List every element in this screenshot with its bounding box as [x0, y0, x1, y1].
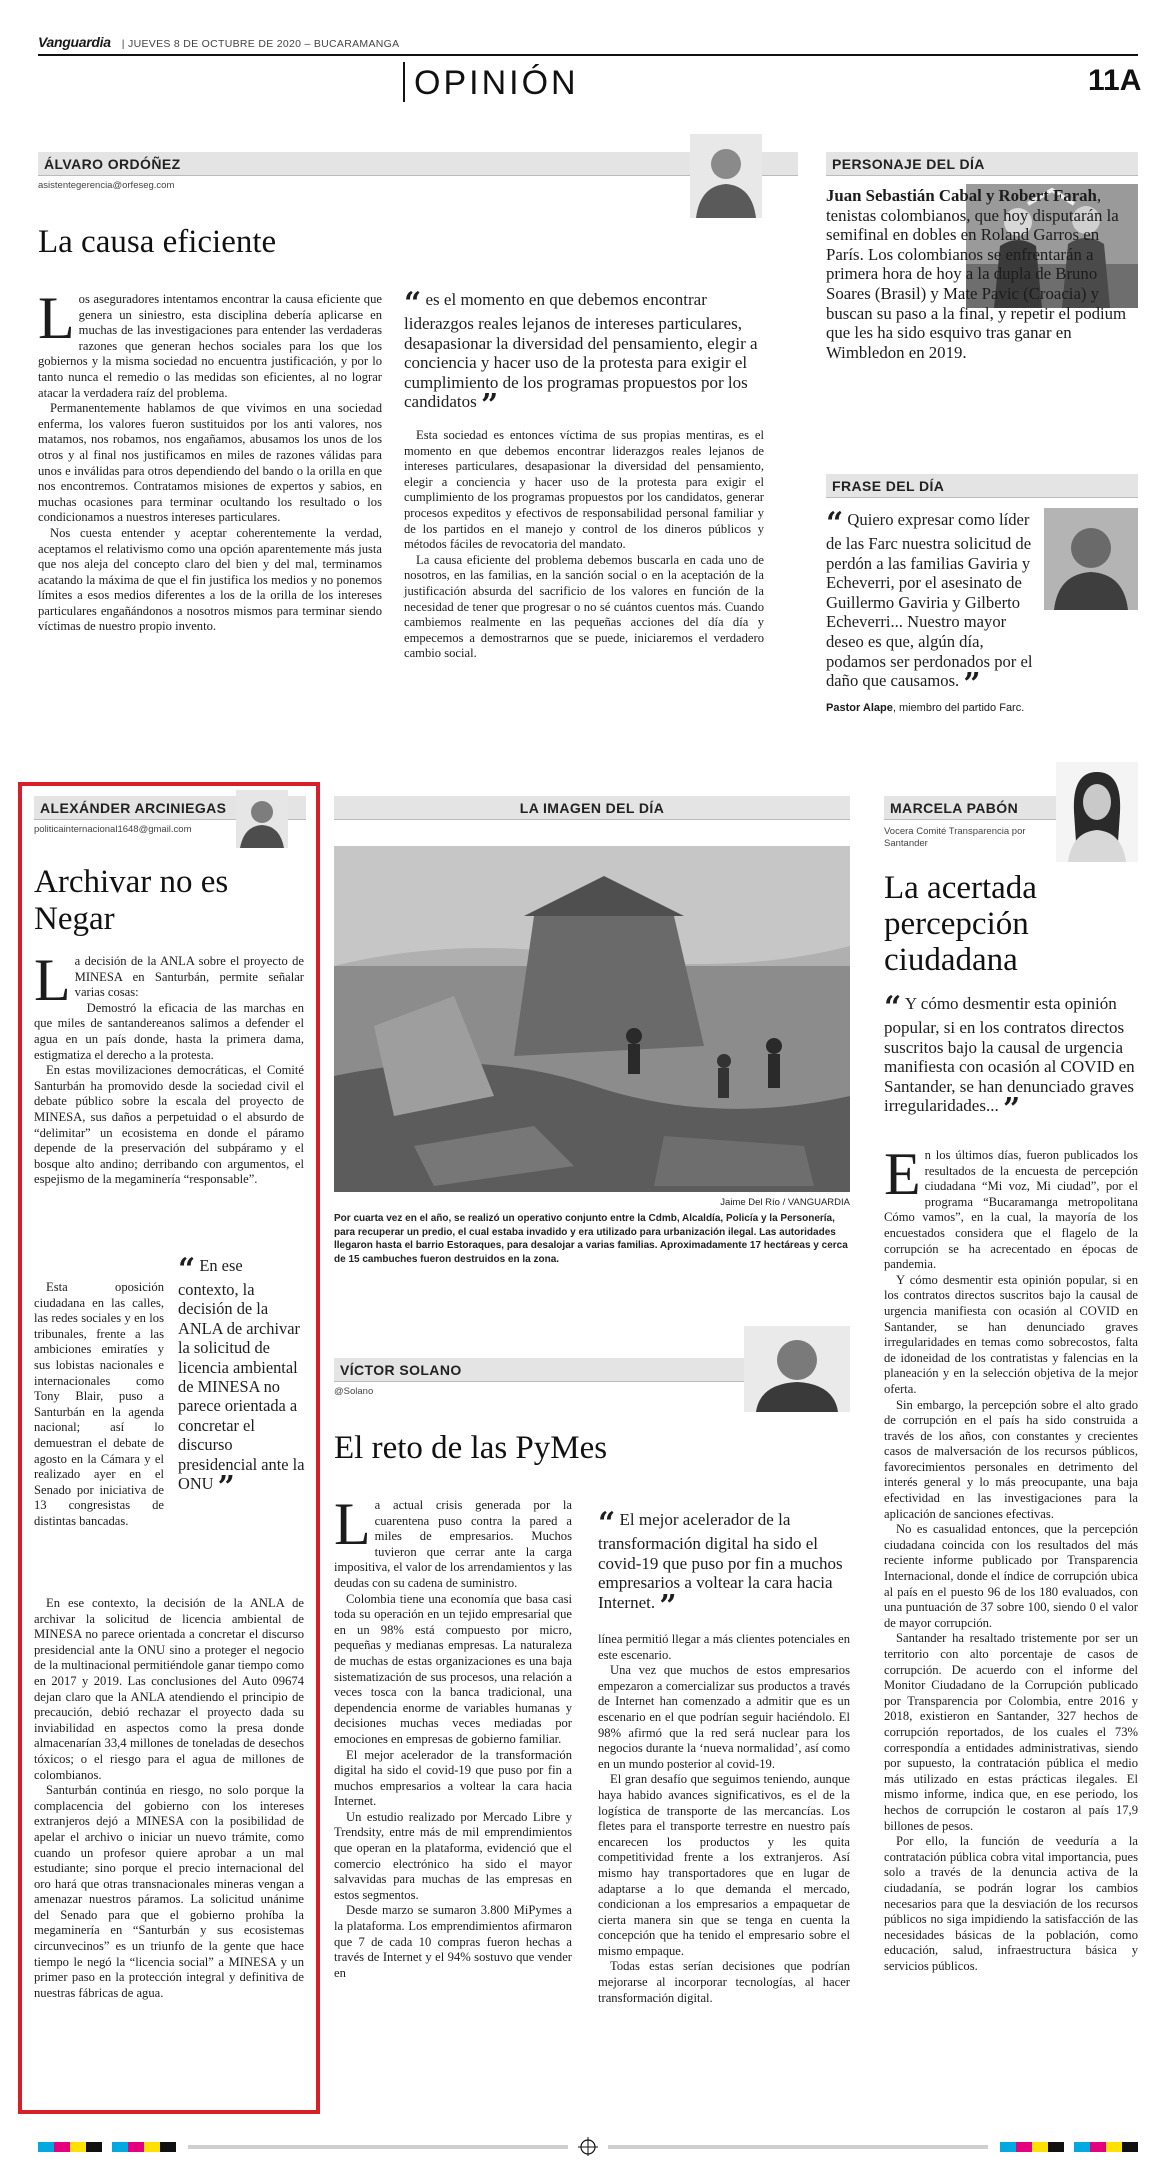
paragraph: En los últimos días, fueron publicados los resultados de la encuesta de percepción ciudadana “Mi voz, Mi ciudad”, por el programa “Bucaramanga metropolitana Cómo vamos”, en la cual, la mayoría de los encuestados considera que el flagelo de la corrupción se ha acrecentado en épocas de pandemia.: [884, 1141, 1138, 1272]
personaje-names: Juan Sebastián Cabal y Robert Farah: [826, 186, 1097, 205]
frase-photo: [1044, 508, 1138, 610]
pullquote-text: es el momento en que debemos encontrar liderazgos reales lejanos de intereses particulares, desapasionar la diversidad del pensamiento, elegir a conciencia y hacer uso de la protesta para exigir el cumplimiento de los programas propuestos por los candidatos: [404, 290, 758, 411]
author-tab-alvaro: [38, 152, 798, 176]
paragraph: Por ello, la función de veeduría a la contratación pública cobra vital importancia, pues solo a través de la denuncia activa de la ciudadanía, se podrán lograr los cambios necesarios para que la desviación de los recursos públicos no siga impidiendo la satisfacción de las necesidades básicas de la población, como educación, salud, infraestructura básica y servicios públicos.: [884, 1834, 1138, 1973]
headline-victor: El reto de las PyMes: [334, 1430, 608, 1466]
headline-alvaro: La causa eficiente: [38, 224, 277, 260]
photo-credit: Jaime Del Río / VANGUARDIA: [720, 1197, 850, 1208]
frase-quote: [826, 506, 1040, 703]
paragraph: En ese contexto, la decisión de la ANLA de archivar la solicitud de licencia ambiental de MINESA no parece orientada a concretar el discurso presidencial ante la ONU sino a proteger el negocio de la multinacional permitiéndole ganar tiempo como en 2017 y 2019. Las conclusiones del Auto 09674 dejan claro que la ANLA atendiendo el principio de precaución, debió rechazar el proyecto dada su inviabilidad en aspectos como la presa donde almacenarían 33,4 millones de toneladas de desechos tóxicos; o el riesgo para el agua de millones de colombianos.: [34, 1596, 304, 1782]
paragraph: Colombia tiene una economía que basa casi toda su operación en un tejido empresarial que en un 98% está compuesto por micro, pequeñas y medianas empresas. La naturaleza de muchas de estas organizaciones es una baja sistematización de sus procesos, una relación a veces tosca con la banca tradicional, una dependencia enorme de variables humanas y decisiones muchas veces mediadas por emociones en empresas de gobierno familiar.: [334, 1591, 572, 1746]
paragraph: Santurbán continúa en riesgo, no solo porque la complacencia del gobierno con los intereses extranjeros dejó a MINESA con la posibilidad de apelar el archivo o iniciar un nuevo trámite, como cuando un profesor quiere aprobar a un mal estudiante; sino porque el precio internacional del oro hará que otras transnacionales mineras vengan a amenazar nuestros páramos. La solicitud unánime del Senado para que el gobierno prohíba la megaminería en “Santurbán y sus ecosistemas circunvecinos” es un triunfo de la gente que hace tiempo le negó la “licencia social” a MINESA y un primer paso en la protección integral y definitiva de nuestras fábricas de agua.: [34, 1783, 304, 2000]
author-name: VÍCTOR SOLANO: [340, 1362, 462, 1378]
author-role: Vocera Comité Transparencia por Santander: [884, 826, 1026, 849]
photo-caption: Por cuarta vez en el año, se realizó un operativo conjunto entre la Cdmb, Alcaldía, Policía y la Personería, para recuperar un predio, el cual estaba invadido y era utilizado para urbanización ilegal. Las autoridades llegaron hasta el barrio Estoraques, para desalojar a varias familias. Aproximadamente 17 hectáreas y cerca de 15 cambuches fueron destruidos en la zona.: [334, 1213, 848, 1265]
article-alexander-narrow: [34, 1280, 164, 1530]
author-photo-marcela: [1056, 762, 1138, 862]
author-photo-alexander: [236, 790, 288, 848]
tab-label: PERSONAJE DEL DÍA: [832, 156, 985, 172]
demolition-scene-photo-icon: [334, 846, 850, 1192]
author-photo-alvaro: [690, 134, 762, 218]
pullquote-text: En ese contexto, la decisión de la ANLA de archivar la solicitud de licencia ambiental de MINESA no parece orientada a concretar el discurso presidencial ante la ONU: [178, 1256, 305, 1494]
frase-quote-text: Quiero expresar como líder de las Farc nuestra solicitud de perdón a las familias Gaviria y Echeverri, por el asesinato de Guillermo Gaviria y Gilberto Echeverri... Nuestro mayor deseo es que, algún día, podamos ser perdonados por el daño que causamos.: [826, 510, 1033, 691]
close-quote-icon: ”: [659, 1588, 677, 1624]
paragraph: La actual crisis generada por la cuarentena puso contra la pared a miles de empresarios. Muchos tuvieron que cerrar ante la carga impositiva, el valor de los arrendamientos y las deudas con su cadena de suministro.: [334, 1491, 572, 1590]
pullquote-text: Y cómo desmentir esta opinión popular, si en los contratos directos suscritos bajo la causal de urgencia manifiesta con ocasión al COVID en Santander, se han denunciado graves irregularidades...: [884, 994, 1135, 1116]
article-marcela: [884, 1141, 1138, 1974]
portrait-icon: [690, 134, 762, 218]
headline-marcela: La acertada percepción ciudadana: [884, 870, 1037, 978]
pullquote-alexander: [178, 1252, 306, 1506]
section-divider: [403, 62, 405, 102]
paragraph: Nos cuesta entender y aceptar coherentemente la verdad, aceptamos el relativismo como una opción aparentemente más justa que nos aleja del concepto claro del bien y del mal, terminamos acatando la máxima de que el fin justifica los medios y no ponemos límites a esos medios diferentes a los de la orilla de los intereses particulares engañándonos a nosotros mismos para terminar siendo víctimas de nuestro propio invento.: [38, 525, 382, 634]
paragraph: No es casualidad entonces, que la percepción ciudadana coincida con los resultados del más reciente informe publicado por Transparencia Internacional, donde el índice de corrupción ubica al país en el puesto 96 de los 180 evaluados, con una puntuación de 37 sobre 100, siendo 0 el valor de mayor corrupción.: [884, 1522, 1138, 1630]
paragraph: Demostró la eficacia de las marchas en que miles de santandereanos salimos a defender el agua en un país donde, hasta la primera dama, estigmatiza el derecho a la protesta.: [34, 1000, 304, 1062]
article-alvaro-col1: [38, 285, 382, 635]
article-alvaro-col2: [404, 428, 764, 662]
article-victor-col1: [334, 1491, 572, 1981]
paragraph: Esta sociedad es entonces víctima de sus propias mentiras, es el momento en que debemos encontrar liderazgos reales lejanos de intereses particulares, desapasionar la diversidad del pensamiento, elegir a conciencia y hacer uso de la protesta para exigir el cumplimiento de los programas propuestos por los candidatos, generar procesos expeditos y efectivos de responsabilidad personal familiar y de los partidos en el manejo y control de los dineros públicos y métodos fáciles de revocatoria del mandato.: [404, 428, 764, 552]
portrait-icon: [744, 1326, 850, 1412]
article-alexander-bottom: [34, 1596, 304, 2001]
paragraph: Un estudio realizado por Mercado Libre y Trendsity, entre más de mil emprendimientos que operan en la plataforma, evidenció que el comercio electrónico ha sido el mayor salvavidas para muchas de las empresas en estos segmentos.: [334, 1809, 572, 1902]
paragraph: Esta oposición ciudadana en las calles, las redes sociales y en los tribunales, frente a las ambiciones emiratíes y sus lobistas nacionales e internacionales como Tony Blair, puso a Santurbán en la agenda nacional; así lo demuestran el debate de agosto en la Cámara y el realizado ayer en el Senado por iniciativa de 13 congresistas de distintas bancadas.: [34, 1280, 164, 1528]
author-tab-marcela: [884, 796, 1064, 820]
tab-label: FRASE DEL DÍA: [832, 478, 945, 494]
tab-personaje: [826, 152, 1138, 176]
paragraph: Santander ha resaltado tristemente por ser un territorio con alto porcentaje de casos de corrupción. De acuerdo con el informe del Monitor Ciudadano de la Corrupción publicado por Transparencia por Colombia, entre 2016 y 2018, existieron en Santander, 327 hechos de corrupción reportados, de los cuales el 73% correspondía a entidades administrativas, siendo por supuesto, la contratación pública el medio más utilizado en estas prácticas ilegales. El mismo informe, indica que, en ese periodo, los hechos de corrupción le costaron al país 17,9 billones de pesos.: [884, 1631, 1138, 1833]
color-bars-icon: [38, 2134, 1138, 2156]
author-name: ÁLVARO ORDÓÑEZ: [44, 156, 181, 172]
open-quote-icon: “: [826, 506, 844, 541]
masthead: [38, 34, 1138, 54]
author-name: MARCELA PABÓN: [890, 800, 1019, 816]
photo-of-the-day: [334, 846, 850, 1192]
print-registration-strip: [38, 2134, 1138, 2156]
author-photo-victor: [744, 1326, 850, 1412]
tab-label: LA IMAGEN DEL DÍA: [519, 800, 665, 816]
tab-frase: [826, 474, 1138, 498]
author-tab-victor: [334, 1358, 754, 1382]
pullquote-text: El mejor acelerador de la transformación digital ha sido el covid-19 que puso por fin a muchos empresarios a voltear la cara hacia Internet.: [598, 1510, 843, 1612]
paragraph: El gran desafío que seguimos teniendo, aunque haya habido avances significativos, es el de la logística de transporte de las mercancías. Los fletes para el transporte terrestre en nuestro país encarecen los productos y les quita competitividad frente a los extranjeros. Así mismo hay transportadores que en lugar de adaptarse a lo que demanda el mercado, condicionan a los empresarios a empaquetar de cierta manera sin que se tenga en cuenta la concepción que ha tenido el empresario sobre el mismo empaque.: [598, 1772, 850, 1958]
section-title: OPINIÓN: [414, 64, 579, 102]
personaje-text: [826, 186, 1138, 362]
paragraph: La decisión de la ANLA sobre el proyecto de MINESA en Santurbán, permite señalar varias cosas:: [34, 947, 304, 1013]
paragraph: Permanentemente hablamos de que vivimos en una sociedad enferma, los valores fueron sustituidos por los anti valores, nos matamos, nos robamos, nos engañamos, abusamos los unos de los otros y al final nos justificamos en miles de razones válidas para unos e inválidas para otros dependiendo del bando o la orilla en que nos encontremos. Contratamos misiones de expertos y sabios, en muchas ocasiones para terminar ocultando los resultado o los condicionamos a nuestros intereses particulares.: [38, 401, 382, 525]
portrait-icon: [236, 790, 288, 848]
author-email: politicainternacional1648@gmail.com: [34, 824, 192, 835]
open-quote-icon: “: [884, 990, 902, 1025]
paragraph: Una vez que muchos de estos empresarios empezaron a comercializar sus productos a través de Internet han comenzado a admitir que es un escenario en el que podrían seguir haciéndolo. El 98% afirmó que la red será nuclear para los negocios durante la ‘nueva normalidad’, así como en un mundo posterior al covid-19.: [598, 1663, 850, 1771]
frase-author: Pastor Alape: [826, 702, 893, 714]
article-victor-col2: [598, 1632, 850, 2006]
page-number: 11A: [1088, 64, 1142, 97]
header-rule: [38, 54, 1138, 56]
close-quote-icon: ”: [480, 388, 499, 423]
pullquote-alvaro: [404, 286, 764, 423]
open-quote-icon: “: [404, 286, 422, 321]
frase-role: , miembro del partido Farc.: [892, 702, 1025, 714]
article-alexander-top: [34, 947, 304, 1188]
author-handle: @Solano: [334, 1386, 374, 1397]
paragraph: Todas estas serían decisiones que podrían mejorarse al incorporar tecnologías, al hacer transformación digital.: [598, 1959, 850, 2005]
frase-attribution: [826, 702, 1138, 714]
close-quote-icon: ”: [963, 667, 981, 703]
open-quote-icon: “: [178, 1252, 196, 1287]
portrait-icon: [1056, 762, 1138, 862]
author-email: asistentegerencia@orfeseg.com: [38, 180, 175, 191]
headline-alexander: Archivar no es Negar: [34, 864, 229, 937]
paragraph: Los aseguradores intentamos encontrar la causa eficiente que genera un siniestro, esta disciplina debería aplicarse en muchas de las investigaciones para entender las verdaderas razones que generan hechos sociales para los que los gobiernos y la misma sociedad no encuentra justificación, y por lo tanto nunca el remedio o las medidas son eficientes, al no lograr atacar la verdadera raíz del problema.: [38, 285, 382, 400]
paragraph: Y cómo desmentir esta opinión popular, si en los contratos directos suscritos bajo la causal de urgencia manifiesta con ocasión al COVID en Santander, se han denunciado graves irregularidades en temas como sobrecostos, falta de idoneidad de los contratistas y falencias en la planeación y en la selección objetiva de la mejor oferta.: [884, 1272, 1138, 1396]
pullquote-victor: [598, 1506, 850, 1624]
tab-imagen: [334, 796, 850, 820]
pullquote-marcela: [884, 990, 1138, 1128]
close-quote-icon: ”: [217, 1470, 235, 1506]
open-quote-icon: “: [598, 1506, 616, 1541]
brand-logo: Vanguardia: [38, 34, 111, 50]
paragraph: En estas movilizaciones democráticas, el Comité Santurbán ha promovido desde la sociedad civil el debate público sobre la escala del proyecto de MINESA, sus daños a perpetuidad o el absurdo de “delimitar” un ecosistema en donde el páramo depende de la preservación del subpáramo y el bosque alto andino; derribando con argumentos, el espejismo de la megaminería “responsable”.: [34, 1063, 304, 1187]
issue-date: | JUEVES 8 DE OCTUBRE DE 2020 – BUCARAMANGA: [121, 38, 400, 50]
portrait-icon: [1044, 508, 1138, 610]
personaje-body: , tenistas colombianos, que hoy disputarán la semifinal en dobles en Roland Garros en París. Los colombianos se enfrentarán a primera hora de hoy a la dupla de Bruno Soares (Brasil) y Mate Pavic (Croacia) y buscan su paso a la final, y repetir el podium que les ha sido esquivo tras ganar en Wimbledon en 2019.: [826, 186, 1127, 362]
close-quote-icon: ”: [1002, 1092, 1021, 1128]
paragraph: Desde marzo se sumaron 3.800 MiPymes a la plataforma. Los emprendimientos afirmaron que 7 de cada 10 compras fueron hechas a través de Internet y el 94% sostuvo que vender en: [334, 1903, 572, 1980]
author-name: ALEXÁNDER ARCINIEGAS: [40, 800, 227, 816]
paragraph: Sin embargo, la percepción sobre el alto grado de corrupción en el país ha sido construida a través de los años, con constantes y crecientes casos de malversación de los recursos públicos, favorecimientos personales en detrimento del interés general y lo más preocupante, una baja efectividad en las investigaciones para la aplicación de sanciones efectivas.: [884, 1397, 1138, 1521]
paragraph: La causa eficiente del problema debemos buscarla en cada uno de nosotros, en las familias, en la sanción social o en la aceptación de la justificación absurda del sacrificio de los valores en función de la necesidad de tener que progresar o no sé cuántos cuentos más. Cuando cambiemos realmente en las pequeñas acciones del día día y empecemos a demostrarnos que se puede, iniciaremos el verdadero cambio social.: [404, 552, 764, 661]
paragraph: línea permitió llegar a más clientes potenciales en este escenario.: [598, 1632, 850, 1662]
paragraph: El mejor acelerador de la transformación digital ha sido el covid-19 que puso por fin a muchos empresarios a voltear la cara hacia Internet.: [334, 1747, 572, 1809]
